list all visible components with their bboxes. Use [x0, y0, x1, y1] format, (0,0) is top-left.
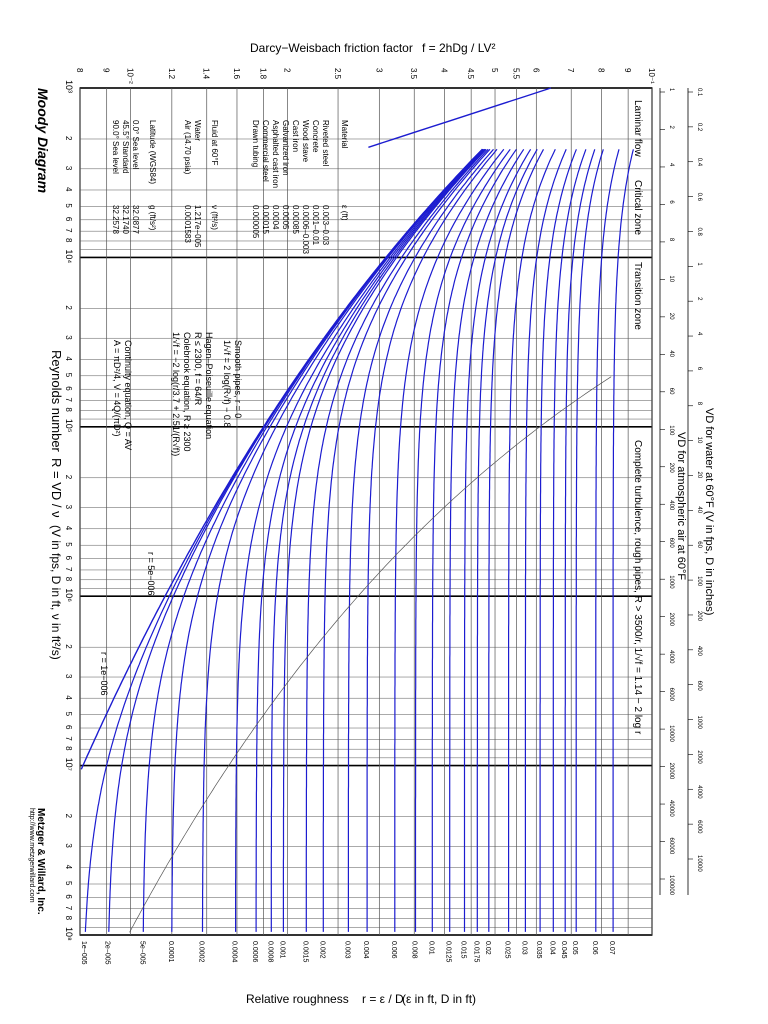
reynolds-tick-label: 2 — [64, 644, 73, 649]
relative-roughness-formula: r = ε / D — [362, 992, 404, 1006]
latitude-header: Latitude (WGS84) — [148, 120, 157, 185]
reynolds-tick-label: 8 — [64, 576, 73, 582]
material-value: 0.003–0.03 — [321, 205, 330, 246]
friction-tick-label: 2.5 — [333, 68, 343, 80]
roughness-tick-label: 1e−005 — [80, 941, 88, 965]
reynolds-tick-label: 2 — [64, 813, 73, 819]
reynolds-tick-label: 3 — [64, 504, 73, 510]
material-name: Riveted steel — [321, 120, 330, 167]
roughness-tick-label: 0.004 — [362, 941, 370, 959]
right-axis2-tick-label: 20 — [668, 312, 674, 320]
reynolds-tick-label: 6 — [64, 894, 73, 899]
reynolds-tick-label: 2 — [64, 305, 73, 310]
roughness-tick-label: 0.0015 — [301, 941, 309, 963]
roughness-curve — [565, 149, 595, 932]
reynolds-tick-label: 4 — [64, 864, 73, 870]
reynolds-tick-label: 7 — [64, 905, 73, 911]
roughness-tick-label: 0.03 — [520, 941, 528, 955]
right-axis2-tick-label: 4 — [668, 162, 674, 167]
continuity-equation: A = πD²/4, V = 4Q/(πD²) — [112, 340, 122, 437]
colebrook-equation: 1/√f = −2 log(r/3.7 + 2.51/(R√f)) — [171, 332, 181, 457]
roughness-tick-label: 0.0002 — [197, 941, 205, 963]
material-name: Commercial steel — [261, 120, 270, 182]
roughness-tick-label: 0.003 — [343, 941, 351, 959]
reynolds-tick-label: 10⁸ — [64, 927, 74, 941]
fluid-header: Fluid at 60°F — [210, 120, 219, 166]
right-axis1-tick-label: 600 — [696, 680, 702, 691]
roughness-curve — [576, 149, 603, 932]
right-axis2-tick-label: 2000 — [668, 612, 674, 627]
roughness-tick-label: 0.02 — [483, 941, 491, 955]
reynolds-tick-label: 4 — [64, 186, 73, 192]
friction-tick-label: 5 — [490, 68, 500, 73]
relative-roughness-axis-title: Relative roughness — [246, 992, 349, 1006]
reynolds-units: (V in fps, D in ft, ν in ft²/s) — [49, 525, 63, 660]
roughness-curve — [553, 149, 586, 932]
friction-tick-label: 4.5 — [466, 68, 476, 80]
right-axis1-tick-label: 1 — [696, 262, 702, 266]
roughness-tick-label: 0.04 — [548, 941, 556, 955]
continuity-label: Continuity equation, Q = AV — [123, 340, 133, 451]
friction-factor-formula: f = 2hDg / LV² — [422, 41, 496, 55]
hagen-poiseuille-equation: R ≤ 2300, f = 64/R — [193, 332, 203, 406]
reynolds-tick-label: 6 — [64, 555, 73, 561]
transition-zone-label: Transition zone — [632, 262, 643, 330]
right-axis1-tick-label: 10 — [696, 436, 702, 444]
reynolds-tick-label: 5 — [64, 203, 73, 208]
roughness-tick-label: 0.07 — [608, 941, 616, 955]
right-axis2-tick-label: 20000 — [668, 762, 674, 780]
reynolds-tick-label: 5 — [64, 372, 73, 378]
roughness-curve — [306, 149, 488, 932]
right-axis2-title: VD for atmospheric air at 60°F — [675, 432, 687, 581]
reynolds-tick-label: 10⁶ — [64, 588, 74, 602]
right-axis2-tick-label: 200 — [668, 462, 674, 473]
right-axis1-tick-label: 0.6 — [696, 192, 702, 201]
right-axis1-tick-label: 2 — [696, 297, 702, 301]
roughness-curve — [416, 149, 511, 932]
reynolds-tick-label: 7 — [64, 566, 73, 572]
r-1e-006-label: r = 1e−006 — [99, 652, 109, 696]
friction-tick-label: 10⁻² — [125, 68, 135, 84]
smooth-pipe-curve — [81, 149, 482, 769]
friction-tick-label: 7 — [566, 68, 576, 73]
material-value: 0.0004 — [271, 205, 280, 230]
material-name: Galvanized iron — [281, 120, 290, 176]
roughness-tick-label: 0.0001 — [166, 941, 174, 963]
friction-tick-label: 1.6 — [231, 68, 241, 80]
reynolds-tick-label: 8 — [64, 746, 73, 751]
reynolds-tick-label: 7 — [64, 397, 73, 403]
reynolds-tick-label: 5 — [64, 542, 73, 547]
roughness-curve — [283, 149, 486, 932]
gravity-header: g (ft/s²) — [148, 205, 157, 231]
right-axis2-tick-label: 2 — [668, 125, 674, 129]
hagen-poiseuille-label: Hagen–Poiseuille equation — [204, 332, 214, 440]
fluid-name: Water — [193, 120, 202, 142]
material-value: 0.00015 — [261, 205, 270, 234]
right-axis1-tick-label: 60 — [696, 541, 702, 548]
right-axis2-tick-label: 40 — [668, 350, 674, 358]
material-value: 0.0006–0.003 — [301, 205, 310, 254]
roughness-tick-label: 2e−005 — [103, 941, 111, 965]
materials-eps-header: ε (ft) — [340, 205, 349, 221]
material-name: Concrete — [311, 120, 320, 153]
material-name: Wood stave — [301, 120, 310, 163]
roughness-tick-label: 0.01 — [427, 941, 435, 955]
friction-tick-label: 2 — [282, 68, 292, 73]
roughness-tick-label: 0.045 — [560, 941, 568, 959]
reynolds-tick-label: 10⁵ — [64, 418, 74, 433]
friction-factor-axis-title: Darcy−Weisbach friction factor — [250, 41, 413, 55]
r-5e-006-label: r = 5e−006 — [146, 552, 156, 596]
reynolds-tick-label: 4 — [64, 525, 73, 531]
right-axis1-tick-label: 4 — [696, 332, 702, 336]
reynolds-tick-label: 3 — [64, 843, 73, 848]
right-axis1-tick-label: 1000 — [696, 715, 702, 729]
roughness-tick-label: 5e−005 — [138, 941, 146, 965]
material-value: 0.000005 — [251, 205, 260, 239]
right-axis2-tick-label: 60 — [668, 387, 674, 395]
complete-turbulence-label: Complete turbulence, rough pipes, R > 3500/r, 1/√f = 1.14 − 2 log r — [632, 440, 643, 735]
reynolds-tick-label: 10⁴ — [64, 249, 74, 264]
right-axis1-tick-label: 0.2 — [696, 122, 702, 132]
reynolds-formula: R = VD / ν — [49, 458, 64, 518]
roughness-tick-label: 0.06 — [590, 941, 598, 955]
right-axis2-tick-label: 10000 — [668, 725, 674, 742]
friction-tick-label: 1.4 — [201, 68, 211, 80]
laminar-flow-label: Laminar flow — [632, 100, 643, 157]
roughness-curve — [477, 149, 537, 932]
right-axis1-tick-label: 10000 — [696, 855, 702, 872]
friction-tick-label: 9 — [623, 68, 633, 73]
roughness-curve — [525, 149, 566, 932]
friction-tick-label: 8 — [596, 68, 606, 73]
reynolds-tick-label: 4 — [64, 695, 73, 700]
reynolds-tick-label: 7 — [64, 228, 73, 233]
reynolds-tick-label: 3 — [64, 674, 73, 679]
materials-table — [111, 120, 349, 254]
right-axis2-tick-label: 6000 — [668, 687, 674, 701]
right-axis2-tick-label: 100 — [668, 425, 674, 436]
reynolds-tick-label: 3 — [64, 335, 73, 340]
roughness-curve — [596, 149, 619, 932]
grid-layer — [80, 88, 652, 935]
gravity-value: 32.2578 — [111, 205, 120, 234]
reynolds-tick-label: 7 — [64, 736, 73, 741]
roughness-tick-label: 0.025 — [503, 941, 511, 959]
smooth-pipes-equation: 1/√f = 2 log(R√f) − 0.8 — [222, 340, 232, 428]
friction-tick-label: 1.2 — [166, 68, 176, 80]
roughness-tick-label: 0.002 — [318, 941, 326, 959]
plot-frame — [80, 88, 652, 935]
friction-tick-label: 3 — [374, 68, 384, 73]
reynolds-tick-label: 4 — [64, 356, 73, 361]
roughness-curve — [450, 149, 524, 932]
material-value: 0.00085 — [291, 205, 300, 234]
reynolds-tick-label: 10⁷ — [64, 757, 74, 771]
fluid-value: 1.217e−005 — [193, 205, 202, 248]
roughness-tick-label: 0.015 — [459, 941, 467, 959]
reynolds-tick-label: 5 — [64, 881, 73, 886]
gravity-name: 0.0° Sea level — [131, 120, 140, 170]
fluid-nu-header: ν (ft²/s) — [210, 205, 219, 230]
friction-tick-label: 4 — [439, 68, 449, 73]
axis-layer — [64, 68, 702, 965]
roughness-tick-label: 0.008 — [410, 941, 418, 959]
roughness-tick-label: 0.0008 — [266, 941, 274, 963]
publisher-url: http://www.metzgerwillard.com — [28, 808, 35, 903]
right-axis1-tick-label: 0.1 — [696, 88, 702, 97]
friction-tick-label: 1.8 — [258, 68, 268, 80]
roughness-curve — [203, 149, 484, 932]
right-axis2-tick-label: 100000 — [668, 875, 674, 896]
gravity-name: 45.5° Standard — [121, 120, 130, 174]
roughness-tick-label: 0.006 — [389, 941, 397, 959]
friction-tick-label: 9 — [101, 68, 111, 73]
right-axis1-title: VD for water at 60°F (V in fps, D in inches) — [703, 408, 715, 616]
reynolds-tick-label: 8 — [64, 915, 73, 921]
right-axis1-tick-label: 4000 — [696, 785, 702, 799]
right-axis2-tick-label: 1000 — [668, 575, 674, 589]
laminar-line — [368, 88, 551, 147]
material-name: Asphalted cast iron — [271, 120, 280, 189]
right-axis2-tick-label: 4000 — [668, 650, 674, 664]
fluid-name: Air (14.70 psia) — [183, 120, 192, 175]
right-axis1-tick-label: 400 — [696, 645, 702, 656]
roughness-tick-label: 0.0175 — [472, 941, 480, 963]
right-axis1-tick-label: 20 — [696, 471, 702, 479]
publisher-name: Metzger & Willard, Inc. — [35, 808, 46, 915]
material-value: 0.001–0.01 — [311, 205, 320, 246]
right-axis1-tick-label: 0.8 — [696, 227, 702, 236]
roughness-tick-label: 0.0125 — [444, 941, 452, 963]
right-axis2-tick-label: 40000 — [668, 800, 674, 817]
right-axis2-tick-label: 6 — [668, 200, 674, 204]
reynolds-tick-label: 8 — [64, 237, 73, 243]
reynolds-axis-title: Reynolds number — [49, 350, 64, 452]
right-axis1-tick-label: 40 — [696, 506, 702, 514]
reynolds-tick-label: 3 — [64, 165, 73, 171]
roughness-tick-label: 0.05 — [571, 941, 579, 955]
gravity-value: 32.0877 — [131, 205, 140, 234]
reynolds-tick-label: 6 — [64, 216, 73, 222]
reynolds-tick-label: 5 — [64, 711, 73, 717]
roughness-curve — [613, 149, 633, 932]
material-name: Drawn tubing — [251, 120, 260, 168]
complete-turbulence-boundary — [130, 377, 612, 933]
right-axis2-tick-label: 8 — [668, 237, 674, 242]
right-axis1-tick-label: 0.4 — [696, 157, 702, 167]
reynolds-tick-label: 2 — [64, 474, 73, 480]
colebrook-label: Colebrook equation, R ≥ 2300 — [182, 332, 192, 452]
reynolds-tick-label: 8 — [64, 407, 73, 412]
material-name: Cast iron — [291, 120, 300, 153]
critical-zone-label: Critical zone — [632, 180, 643, 236]
friction-tick-label: 5.5 — [511, 68, 521, 80]
smooth-pipes-label: Smooth pipes, r = 0 — [233, 340, 243, 419]
right-axis1-tick-label: 2000 — [696, 750, 702, 764]
roughness-tick-label: 0.0006 — [251, 941, 259, 963]
right-axis2-tick-label: 10 — [668, 275, 674, 283]
fluid-value: 0.0001583 — [183, 205, 192, 243]
reynolds-tick-label: 6 — [64, 386, 73, 391]
roughness-tick-label: 0.001 — [278, 941, 286, 959]
curve-layer — [81, 88, 633, 932]
friction-tick-label: 3.5 — [409, 68, 419, 80]
relative-roughness-units: (ε in ft, D in ft) — [402, 992, 477, 1006]
roughness-tick-label: 0.035 — [535, 941, 543, 959]
right-axis1-tick-label: 100 — [696, 576, 702, 587]
gravity-name: 90.0° Sea level — [111, 120, 120, 174]
right-axis2-tick-label: 400 — [668, 500, 674, 511]
right-axis1-tick-label: 200 — [696, 610, 702, 621]
right-axis2-tick-label: 60000 — [668, 837, 674, 855]
right-axis1-tick-label: 8 — [696, 401, 702, 406]
materials-header: Material — [340, 120, 349, 149]
gravity-value: 32.1740 — [121, 205, 130, 234]
friction-tick-label: 6 — [531, 68, 541, 73]
friction-tick-label: 10⁻¹ — [647, 68, 656, 84]
reynolds-tick-label: 2 — [64, 135, 73, 141]
roughness-curve — [109, 149, 483, 932]
right-axis2-tick-label: 600 — [668, 537, 674, 548]
right-axis1-tick-label: 6 — [696, 366, 702, 371]
moody-diagram-title: Moody Diagram — [35, 88, 51, 194]
material-value: 0.0005 — [281, 205, 290, 230]
reynolds-tick-label: 6 — [64, 725, 73, 730]
right-axis1-tick-label: 6000 — [696, 820, 702, 834]
right-axis2-tick-label: 1 — [668, 88, 674, 92]
roughness-tick-label: 0.0004 — [230, 941, 238, 963]
reynolds-tick-label: 10³ — [64, 80, 74, 94]
friction-tick-label: 8 — [75, 68, 84, 73]
